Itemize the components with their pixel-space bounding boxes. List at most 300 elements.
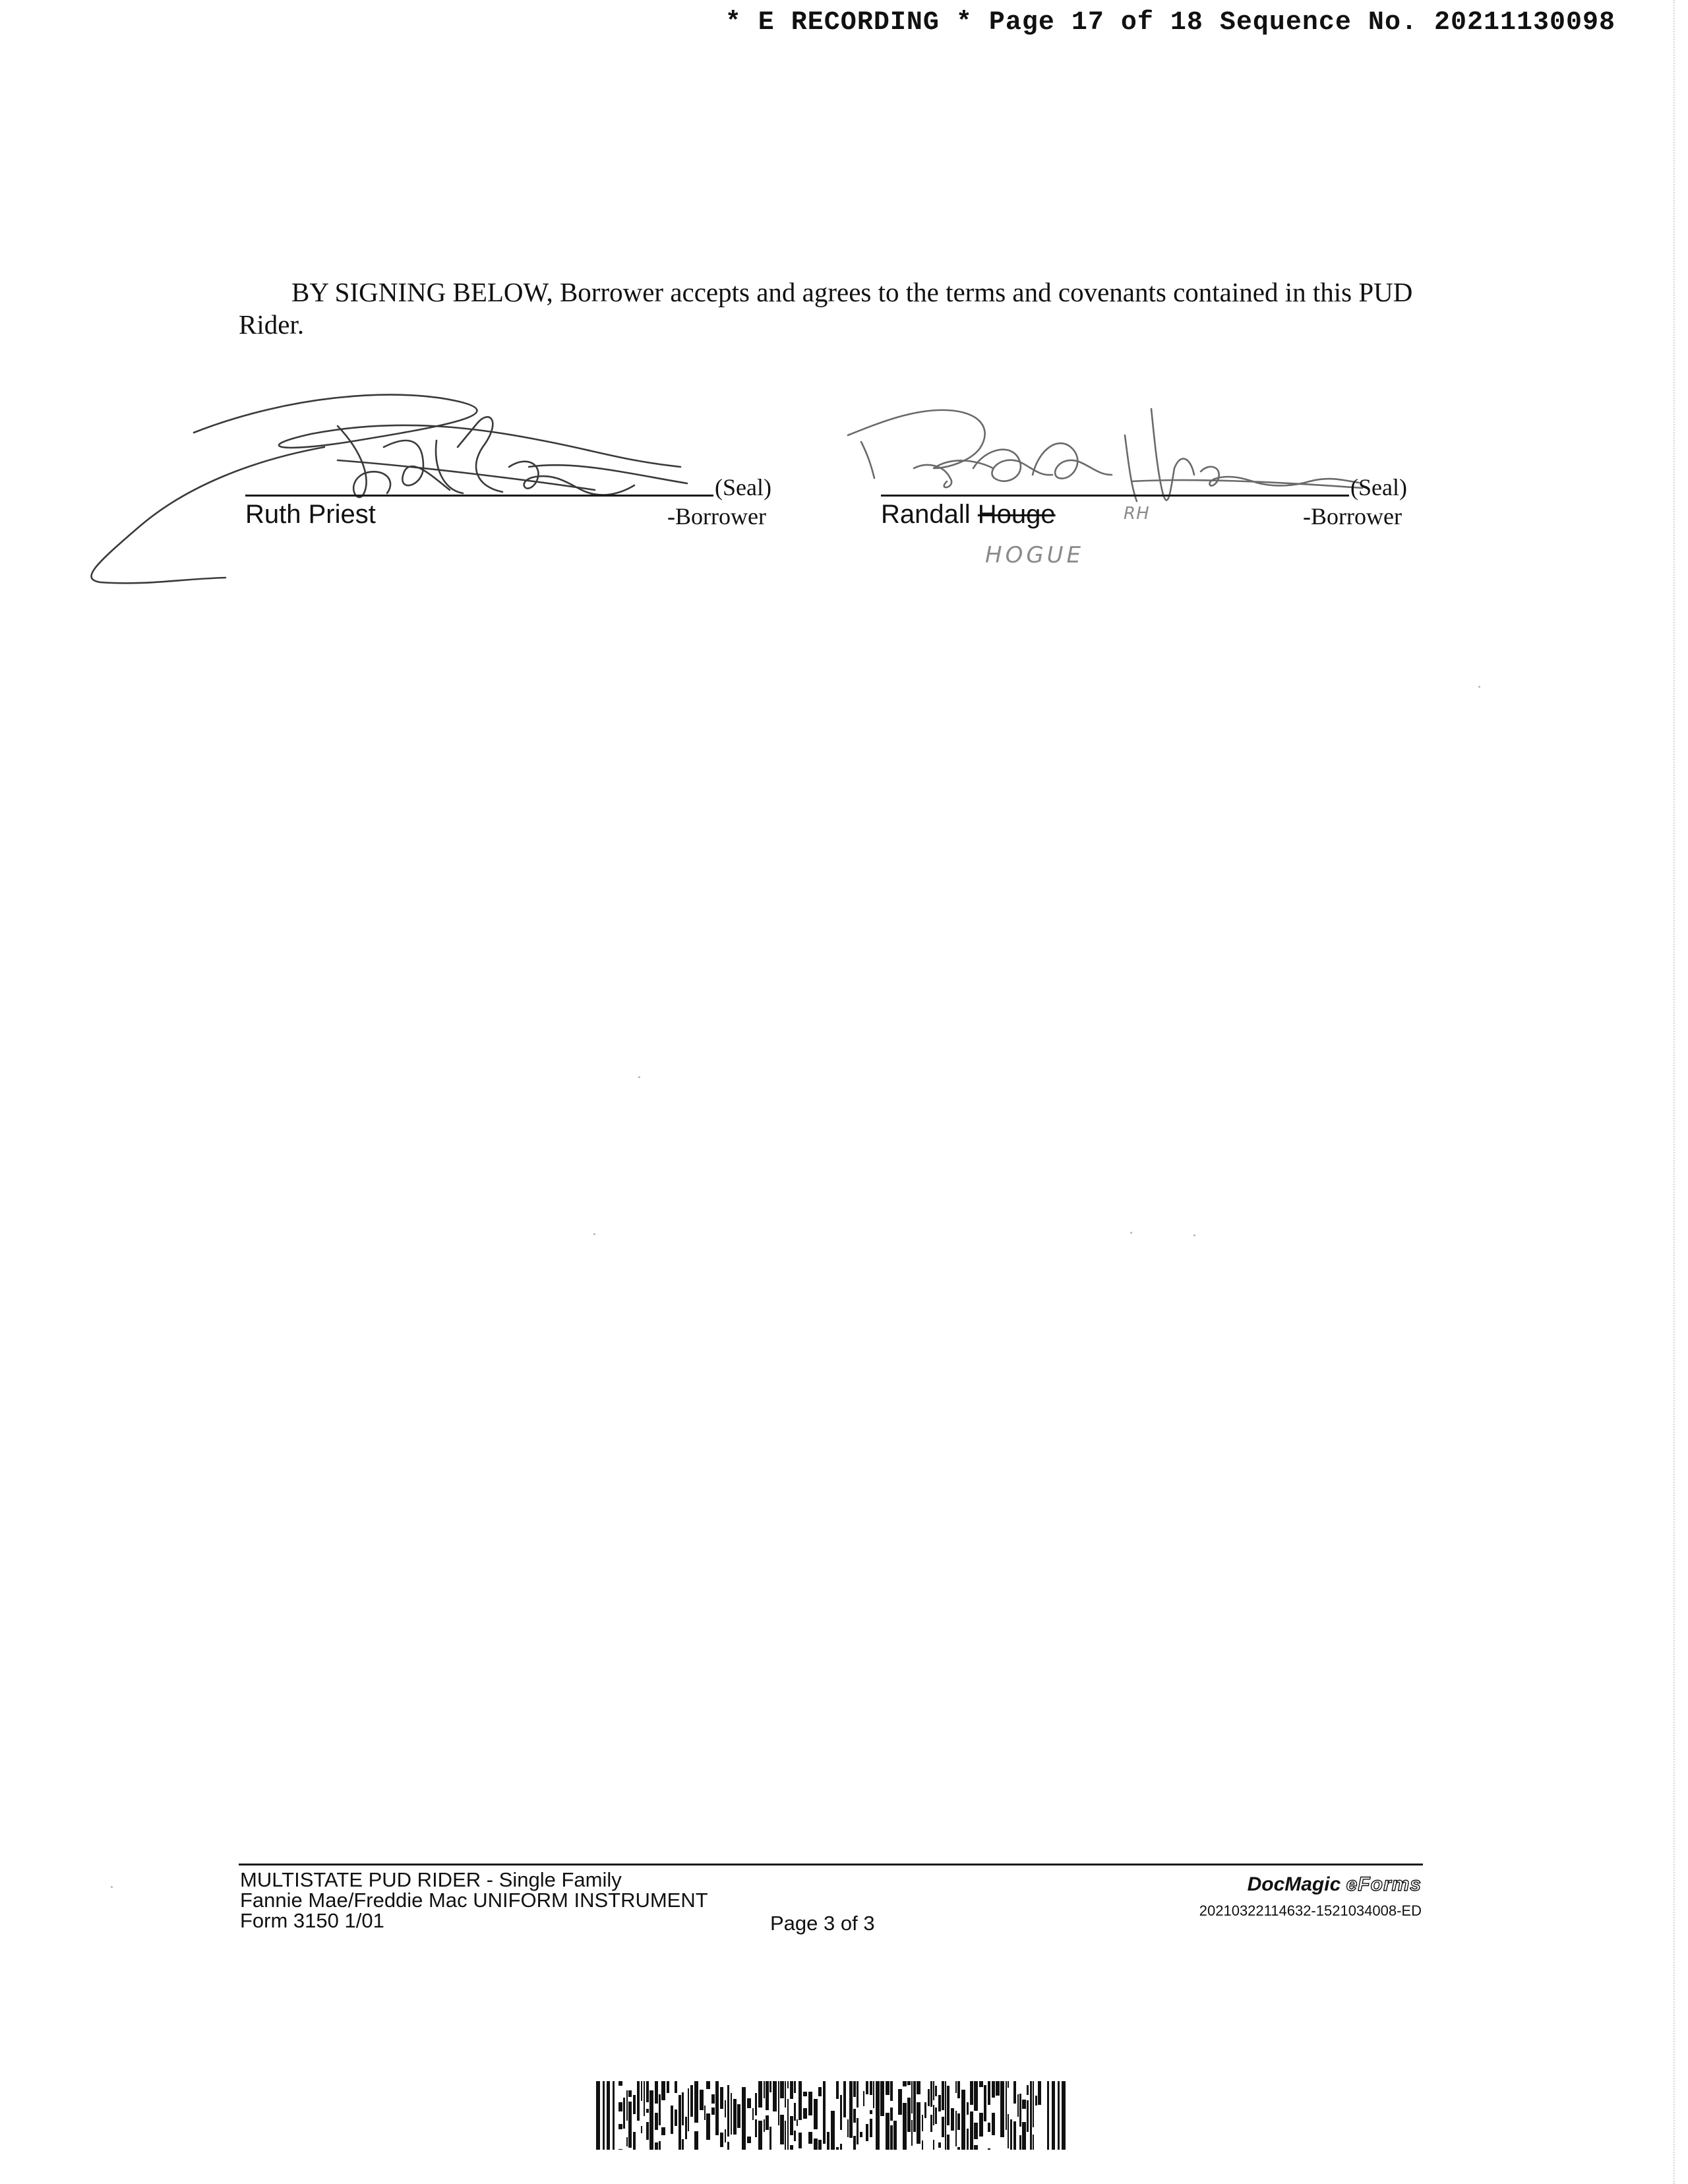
barcode-bar (814, 2113, 818, 2129)
barcode-bar (1033, 2100, 1034, 2109)
barcode-bar (849, 2092, 853, 2097)
barcode-bar (655, 2113, 658, 2130)
barcode-bar (890, 2095, 893, 2101)
barcode-bar (818, 2140, 822, 2150)
barcode-bar (1008, 2114, 1009, 2129)
barcode-bar (1033, 2081, 1034, 2085)
barcode-bar (626, 2137, 628, 2146)
barcode-bar (974, 2133, 978, 2139)
barcode-bar (942, 2117, 944, 2127)
barcode-bar (618, 2149, 622, 2150)
barcode-bar (785, 2136, 786, 2150)
barcode-bar (682, 2101, 684, 2115)
barcode-bar (967, 2102, 969, 2115)
barcode-bar (873, 2096, 874, 2108)
barcode-bar (945, 2105, 946, 2110)
barcode-bar (628, 2090, 632, 2097)
signer-name: Ruth Priest (245, 500, 376, 529)
barcode-bar (641, 2086, 642, 2090)
barcode-bar (831, 2124, 835, 2135)
barcode-bar (945, 2081, 946, 2094)
barcode-bar (1000, 2111, 1004, 2122)
barcode-bar (785, 2081, 786, 2094)
barcode-bar (769, 2144, 771, 2150)
form-number: Form 3150 1/01 (240, 1909, 384, 1932)
barcode-bar (849, 2123, 853, 2138)
barcode-bar (715, 2126, 719, 2135)
barcode-bar (769, 2138, 771, 2144)
barcode-bar (988, 2148, 990, 2150)
barcode-bar (992, 2126, 995, 2135)
barcode-bar (678, 2126, 681, 2133)
barcode-bar (694, 2131, 698, 2148)
barcode-bar (913, 2120, 916, 2132)
barcode-bar (907, 2081, 911, 2085)
barcode-bar (938, 2095, 941, 2107)
barcode-bar (840, 2144, 842, 2149)
barcode-bar (970, 2088, 973, 2096)
barcode-bar (704, 2106, 706, 2120)
barcode-bar (778, 2081, 779, 2092)
barcode-bar (1010, 2129, 1012, 2144)
barcode-bar (790, 2116, 793, 2121)
barcode-bar (787, 2122, 789, 2131)
barcode-bar (778, 2121, 779, 2125)
barcode-bar (988, 2090, 990, 2096)
barcode-bar (803, 2108, 807, 2119)
barcode-bar (706, 2135, 710, 2140)
barcode-bar (659, 2103, 661, 2120)
barcode-bar (903, 2103, 907, 2110)
barcode-bar (913, 2105, 916, 2120)
barcode-bar (1038, 2081, 1041, 2087)
barcode-bar (911, 2085, 913, 2091)
barcode-bar (818, 2087, 822, 2096)
barcode-bar (1019, 2094, 1021, 2106)
barcode-bar (942, 2081, 944, 2090)
barcode-bar (685, 2117, 687, 2125)
barcode-bar (898, 2103, 902, 2115)
barcode-bar (1030, 2110, 1032, 2124)
barcode-bar (787, 2131, 789, 2138)
barcode-bar (970, 2125, 973, 2133)
barcode-bar (742, 2100, 746, 2115)
barcode-bar (974, 2093, 978, 2111)
barcode-bar (649, 2090, 653, 2106)
barcode-bar (1006, 2107, 1007, 2119)
barcode-bar (790, 2121, 793, 2135)
borrower-role: -Borrower (667, 503, 766, 530)
barcode-bar (671, 2119, 673, 2134)
barcode-bar (1030, 2081, 1032, 2095)
barcode-bar (720, 2133, 723, 2147)
barcode-bar (596, 2081, 600, 2150)
barcode-bar (957, 2113, 960, 2130)
barcode-bar (752, 2108, 754, 2120)
barcode-bar (903, 2110, 907, 2127)
barcode-bar (917, 2111, 920, 2129)
barcode-bar (727, 2085, 729, 2103)
barcode-bar (711, 2094, 715, 2104)
barcode-bar (974, 2088, 978, 2093)
barcode-bar (641, 2090, 642, 2101)
barcode-bar (1033, 2135, 1034, 2150)
barcode-bar (957, 2081, 960, 2098)
barcode-bar (992, 2081, 995, 2093)
barcode-bar (979, 2081, 983, 2087)
barcode-bar (922, 2115, 923, 2131)
randall-hogue-signature (822, 369, 1415, 521)
barcode-bar (928, 2094, 930, 2106)
barcode-bar (913, 2081, 916, 2085)
barcode-bar (942, 2090, 944, 2096)
barcode-bar (857, 2118, 859, 2133)
barcode-bar (911, 2108, 913, 2113)
barcode-bar (955, 2125, 957, 2133)
barcode-bar (797, 2119, 798, 2126)
barcode-bar (942, 2133, 944, 2137)
barcode-bar (678, 2095, 681, 2111)
barcode-bar (988, 2081, 990, 2090)
barcode-bar (731, 2093, 732, 2100)
barcode-bar (1000, 2098, 1004, 2111)
signature-line (245, 495, 713, 497)
barcode-bar (742, 2087, 746, 2100)
barcode-bar (1033, 2085, 1034, 2100)
barcode-bar (903, 2127, 907, 2140)
barcode-bar (984, 2100, 986, 2108)
barcode-bar (935, 2116, 937, 2124)
barcode-bar (898, 2096, 902, 2103)
barcode-bar (974, 2145, 978, 2150)
barcode-bar (731, 2104, 732, 2121)
barcode-bar (794, 2081, 796, 2093)
barcode-bar (682, 2092, 684, 2101)
barcode-bar (951, 2108, 954, 2117)
barcode-bar (780, 2137, 784, 2144)
barcode-bar (903, 2140, 907, 2150)
barcode-bar (922, 2140, 923, 2150)
barcode-bar (731, 2100, 732, 2104)
barcode-bar (667, 2081, 669, 2086)
seal-label: (Seal) (1350, 474, 1407, 501)
barcode-bar (857, 2133, 859, 2138)
barcode-bar (935, 2086, 937, 2096)
brand-name: DocMagic (1247, 1873, 1341, 1895)
barcode-bar (924, 2102, 926, 2118)
handwritten-name-correction: HOGUE (985, 542, 1085, 568)
barcode-bar (933, 2105, 934, 2109)
barcode-bar (682, 2115, 684, 2125)
barcode-bar (988, 2123, 990, 2132)
barcode-bar (913, 2085, 916, 2098)
barcode-bar (727, 2119, 729, 2137)
seal-label: (Seal) (715, 474, 771, 501)
barcode-bar (857, 2138, 859, 2144)
barcode-bar (988, 2096, 990, 2105)
barcode-bar (655, 2081, 658, 2092)
barcode-bar (831, 2141, 835, 2150)
barcode-bar (787, 2099, 789, 2113)
form-title: MULTISTATE PUD RIDER - Single Family (240, 1868, 622, 1891)
barcode-bar (870, 2119, 872, 2125)
barcode-bar (637, 2102, 640, 2108)
barcode-bar (758, 2137, 762, 2150)
barcode-bar (685, 2125, 687, 2139)
barcode-bar (727, 2142, 729, 2150)
barcode-bar (778, 2106, 779, 2121)
barcode-bar (766, 2106, 769, 2110)
barcode-bar (1010, 2119, 1012, 2129)
barcode-bar (880, 2108, 884, 2116)
signature-line (881, 495, 1349, 497)
barcode-bar (886, 2081, 889, 2095)
barcode-bar (1017, 2112, 1019, 2117)
barcode-bar (733, 2121, 737, 2135)
barcode-bar (992, 2093, 995, 2098)
barcode-bar (984, 2108, 986, 2121)
barcode-bar (945, 2132, 946, 2136)
barcode-bar (974, 2123, 978, 2133)
barcode-bar (849, 2097, 853, 2113)
barcode-bar (644, 2098, 645, 2102)
barcode-bar (1058, 2081, 1060, 2150)
barcode-bar (945, 2110, 946, 2121)
barcode-bar (1013, 2137, 1016, 2144)
barcode-bar (785, 2121, 786, 2136)
barcode-bar (785, 2094, 786, 2108)
barcode-bar (1008, 2143, 1009, 2148)
barcode-bar (984, 2085, 986, 2100)
barcode-bar (633, 2095, 636, 2108)
barcode-bar (733, 2107, 737, 2121)
barcode-bar (974, 2081, 978, 2088)
barcode-bar (893, 2136, 897, 2144)
barcode-bar (799, 2133, 802, 2148)
barcode-bar (930, 2115, 932, 2132)
barcode-bar (700, 2100, 704, 2110)
barcode-bar (886, 2113, 889, 2119)
barcode-bar (938, 2142, 941, 2148)
barcode-bar (870, 2081, 872, 2095)
barcode-bar (917, 2081, 920, 2094)
barcode-bar (970, 2133, 973, 2150)
struck-last-name: Houge (977, 500, 1056, 529)
barcode-bar (843, 2085, 846, 2103)
signature-block-ruth-priest (245, 369, 799, 580)
barcode-bar (633, 2147, 636, 2150)
barcode-bar (928, 2089, 930, 2094)
barcode-bar (667, 2086, 669, 2093)
barcode-bar (880, 2090, 884, 2104)
barcode-bar (649, 2116, 653, 2129)
barcode-bar (1027, 2100, 1029, 2108)
barcode-bar (766, 2096, 769, 2106)
docmagic-logo (1248, 1873, 1422, 1896)
scan-edge (1672, 0, 1675, 2184)
barcode-bar (1013, 2098, 1016, 2104)
barcode-bar (1019, 2135, 1021, 2150)
barcode-bar (628, 2133, 632, 2148)
barcode-bar (890, 2125, 893, 2129)
barcode-bar (633, 2143, 636, 2147)
barcode-bar (787, 2143, 789, 2150)
barcode-bar (773, 2099, 777, 2111)
barcode-bar (863, 2091, 864, 2106)
barcode-bar (814, 2099, 818, 2113)
barcode-bar (933, 2140, 934, 2150)
barcode-bar (903, 2081, 907, 2086)
barcode-bar (637, 2081, 640, 2096)
barcode-bar (890, 2145, 893, 2150)
barcode-bar (646, 2122, 649, 2140)
barcode-bar (843, 2081, 846, 2085)
barcode-bar (694, 2111, 698, 2119)
barcode-bar (766, 2081, 769, 2096)
barcode-bar (876, 2142, 880, 2150)
barcode-bar (633, 2132, 636, 2143)
barcode-bar (945, 2136, 946, 2140)
barcode-bar (773, 2094, 777, 2099)
brand-suffix: eForms (1346, 1873, 1422, 1895)
barcode-bar (886, 2146, 889, 2150)
barcode-bar (706, 2113, 710, 2125)
barcode-bar (678, 2111, 681, 2126)
barcode-bar (623, 2098, 625, 2113)
barcode-bar (682, 2139, 684, 2150)
barcode-bar (758, 2081, 762, 2094)
barcode-bar (794, 2103, 796, 2121)
barcode-bar (823, 2134, 826, 2144)
barcode-bar (773, 2090, 777, 2094)
barcode-bar (711, 2108, 715, 2115)
barcode-bar (955, 2081, 957, 2089)
barcode-bar (951, 2117, 954, 2125)
barcode-bar (1022, 2122, 1026, 2140)
barcode-bar (688, 2117, 689, 2121)
barcode-bar (803, 2092, 807, 2096)
barcode-bar (618, 2102, 622, 2111)
barcode-bar (659, 2120, 661, 2125)
barcode-bar (808, 2132, 812, 2144)
barcode-bar (769, 2127, 771, 2138)
barcode-bar (644, 2102, 645, 2107)
barcode-bar (780, 2129, 784, 2137)
barcode-bar (1030, 2095, 1032, 2110)
barcode-bar (955, 2133, 957, 2137)
barcode-bar (1006, 2119, 1007, 2123)
barcode-bar (945, 2140, 946, 2150)
barcode-bar (951, 2125, 954, 2131)
barcode-bar (649, 2146, 653, 2150)
barcode-bar (661, 2086, 665, 2093)
page-number: Page 3 of 3 (770, 1912, 875, 1935)
barcode-bar (737, 2104, 740, 2111)
barcode-bar (773, 2081, 777, 2086)
barcode-bar (618, 2081, 622, 2086)
barcode-bar (930, 2081, 932, 2090)
barcode-bar (1030, 2146, 1032, 2150)
barcode-bar (603, 2081, 605, 2150)
barcode-bar (942, 2127, 944, 2133)
barcode-bar (930, 2090, 932, 2107)
barcode-bar (1022, 2149, 1026, 2150)
barcode-bar (911, 2081, 913, 2085)
barcode-bar (831, 2111, 835, 2124)
barcode-bar (886, 2132, 889, 2146)
barcode-bar (913, 2098, 916, 2105)
barcode-bar (742, 2115, 746, 2122)
barcode-bar (799, 2098, 802, 2115)
barcode-bar (694, 2148, 698, 2150)
barcode-bar (626, 2090, 628, 2108)
barcode-bar (715, 2108, 719, 2126)
barcode-bar (799, 2115, 802, 2120)
barcode-bar (933, 2089, 934, 2100)
barcode-bar (769, 2081, 771, 2092)
barcode-bar (725, 2129, 726, 2136)
barcode-bar (787, 2138, 789, 2143)
barcode-bar (827, 2142, 829, 2150)
barcode-bar (957, 2147, 960, 2150)
barcode-bar (715, 2099, 719, 2108)
barcode-bar (764, 2081, 765, 2098)
barcode-bar (678, 2137, 681, 2150)
barcode-bar (637, 2096, 640, 2102)
barcode-bar (1010, 2144, 1012, 2150)
barcode-bar (849, 2113, 853, 2123)
barcode-bar (725, 2100, 726, 2117)
scan-speck (1193, 1234, 1195, 1236)
barcode-bar (970, 2111, 973, 2125)
barcode-bar (1000, 2081, 1004, 2098)
barcode-bar (947, 2099, 950, 2111)
barcode-bar (886, 2119, 889, 2132)
barcode-bar (870, 2125, 872, 2137)
barcode-bar (778, 2092, 779, 2106)
barcode-bar (688, 2099, 689, 2105)
barcode-bar (700, 2090, 704, 2100)
barcode-bar (758, 2094, 762, 2108)
barcode-bar (857, 2081, 859, 2088)
barcode-bar (911, 2091, 913, 2108)
barcode-bar (955, 2137, 957, 2146)
barcode-bar (836, 2147, 839, 2150)
barcode-bar (1022, 2104, 1026, 2109)
barcode-bar (1006, 2081, 1007, 2098)
barcode-bar (661, 2081, 665, 2086)
agreement-text: BY SIGNING BELOW, Borrower accepts and agrees to the terms and covenants contained in this PUD Rider. (239, 277, 1413, 340)
barcode-bar (706, 2125, 710, 2135)
barcode-bar (618, 2124, 622, 2129)
barcode-bar (961, 2129, 965, 2143)
barcode-bar (840, 2109, 842, 2126)
barcode-bar (840, 2126, 842, 2130)
barcode-bar (876, 2100, 880, 2111)
barcode-bar (823, 2096, 826, 2111)
barcode-bar (847, 2119, 849, 2137)
barcode-bar (690, 2085, 693, 2094)
signature-block-randall-hogue (881, 369, 1435, 580)
barcode-bar (876, 2081, 880, 2086)
barcode-bar (1033, 2109, 1034, 2127)
barcode-bar (671, 2106, 673, 2114)
barcode-bar (644, 2081, 645, 2098)
barcode-bar (1027, 2117, 1029, 2127)
barcode-bar (649, 2129, 653, 2146)
barcode-bar (1047, 2081, 1049, 2150)
barcode-bar (742, 2136, 746, 2150)
